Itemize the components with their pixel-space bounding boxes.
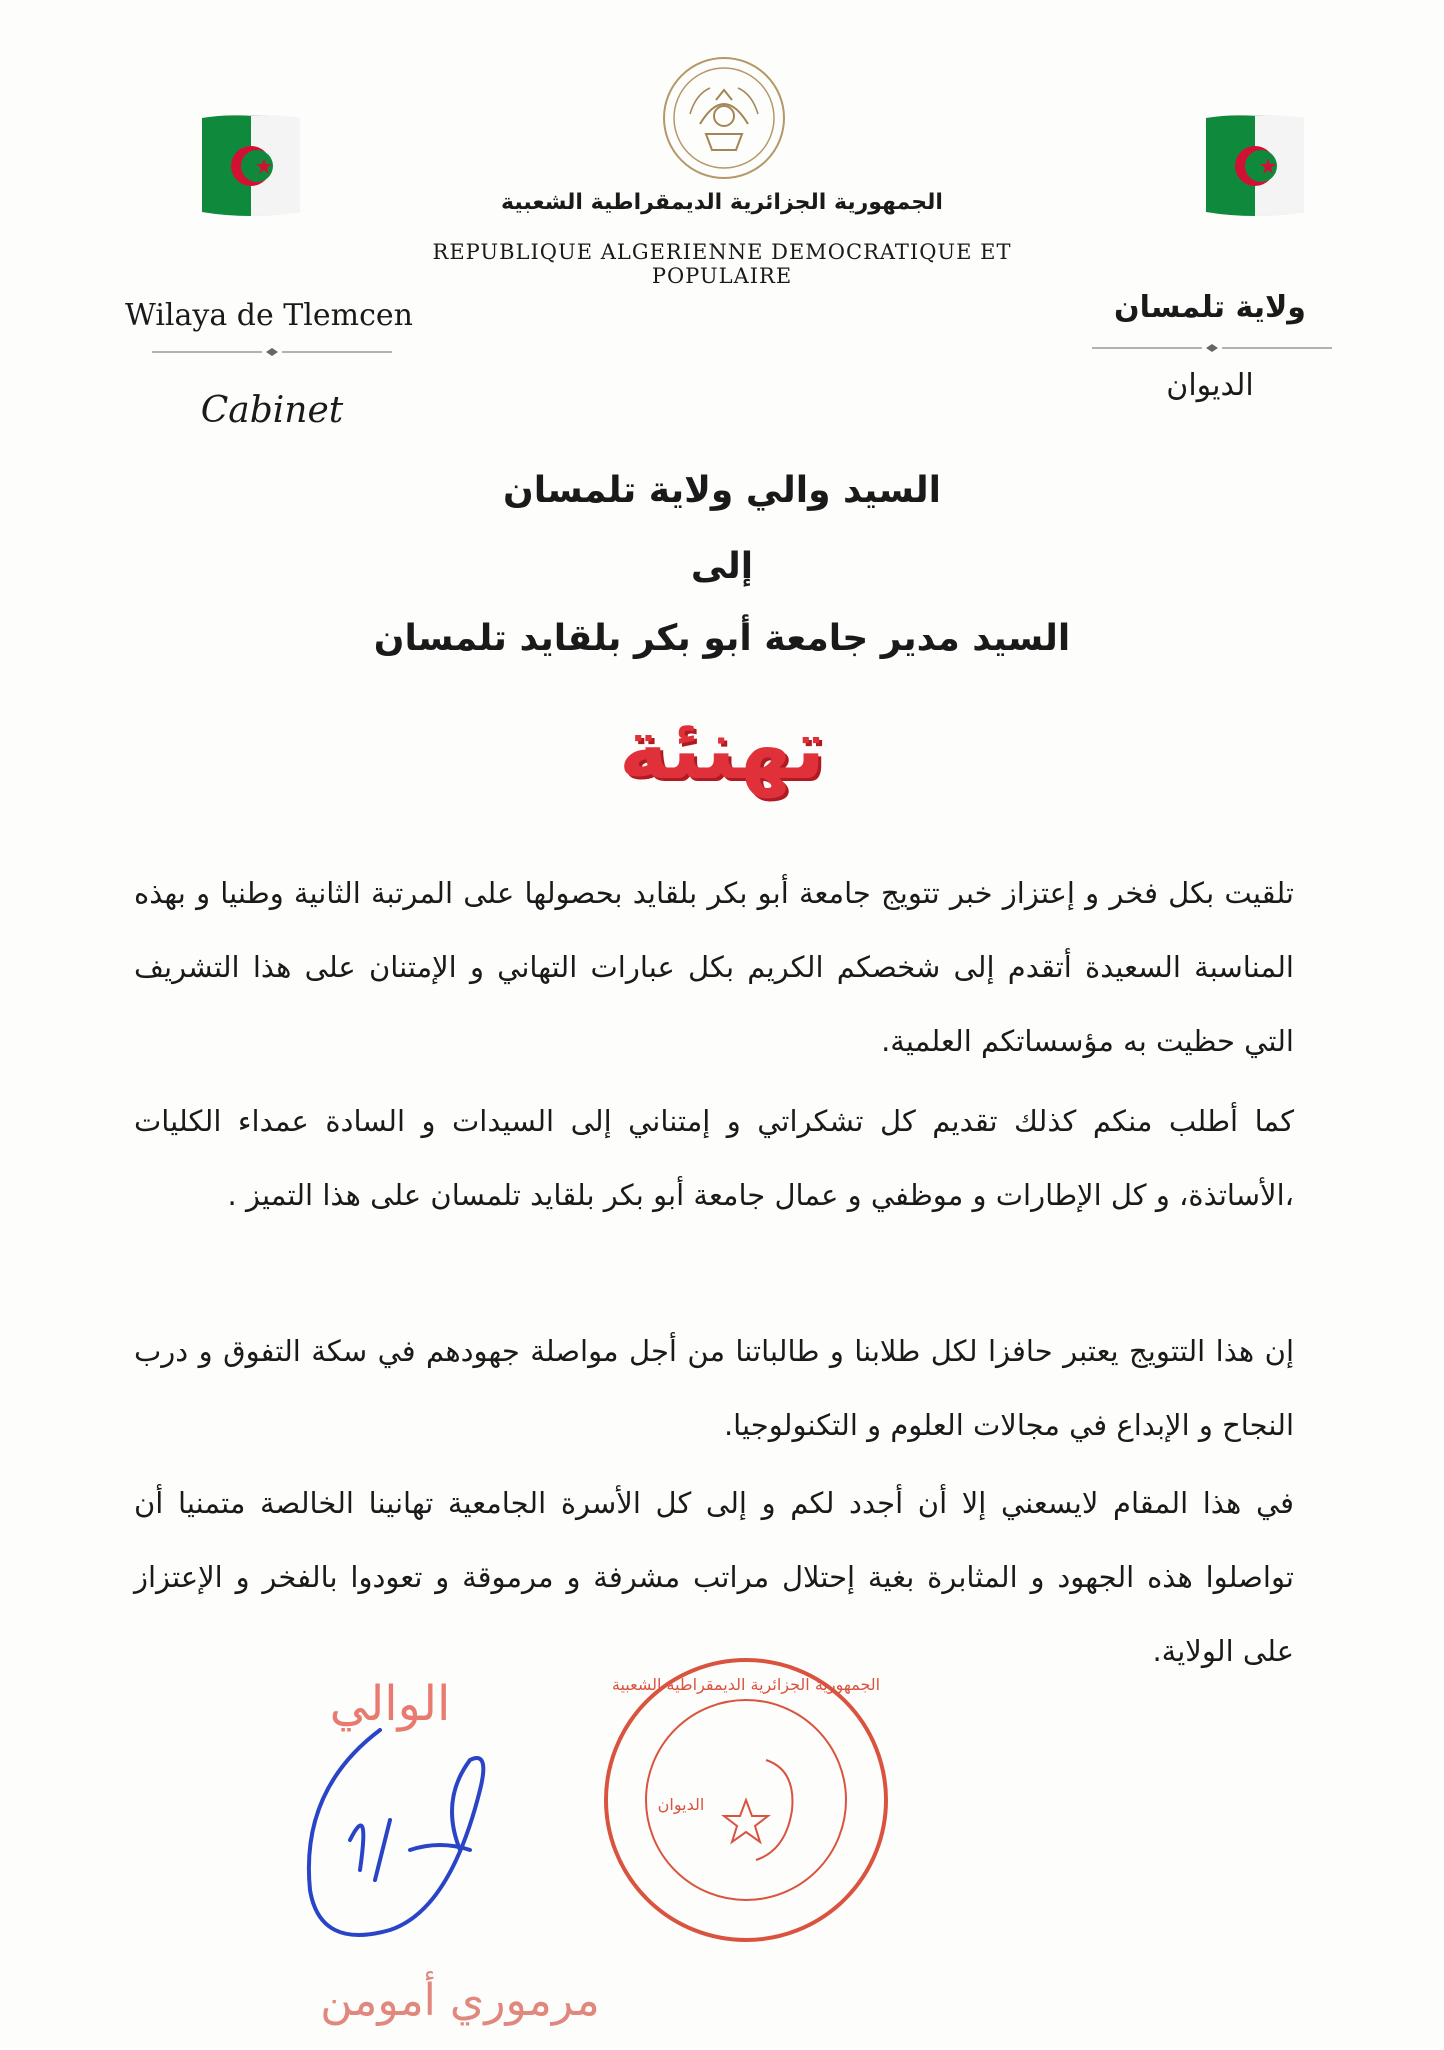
signatory-name: مرموري أمومن [320,1975,600,2026]
algeria-flag-right-icon [1200,112,1310,224]
ornament-divider-left [152,348,392,356]
sender-line: السيد والي ولاية تلمسان [503,470,941,511]
body-paragraph-2: كما أطلب منكم كذلك تقديم كل تشكراتي و إمتناني إلى السيدات و السادة عمداء الكليات ،الأساتذة، و كل الإطارات و موظفي و عمال جامعة أبو بكر بلقايد تلمسان على هذا التميز . [134,1104,1294,1212]
body-paragraph-1: تلقيت بكل فخر و إعتزاز خبر تتويج جامعة أبو بكر بلقايد بحصولها على المرتبة الثانية وطنيا و بهذه المناسبة السعيدة أتقدم إلى شخصكم الكريم بكل عبارات التهاني و الإمتنان على هذا التشريف التي حظيت به مؤسساتكم العلمية. [134,876,1294,1058]
wilaya-name-arabic: ولاية تلمسان [1114,290,1306,325]
stamp-bottom-text: الديوان [657,1795,705,1814]
republic-name-french: REPUBLIQUE ALGERIENNE DEMOCRATIQUE ET POPULAIRE [432,240,1012,288]
body-paragraph-3: إن هذا التتويج يعتبر حافزا لكل طلابنا و طالباتنا من أجل مواصلة جهودهم في سكة التفوق و درب النجاح و الإبداع في مجالات العلوم و التكنولوجيا. [134,1334,1294,1442]
signature-block [220,1650,680,2050]
handwritten-signature-icon [309,1730,483,1935]
recipient-line: السيد مدير جامعة أبو بكر بلقايد تلمسان [373,618,1071,659]
ornament-divider-right [1092,344,1332,352]
national-emblem-icon [660,54,788,182]
signatory-title: الوالي [329,1676,451,1732]
to-word: إلى [690,546,754,587]
algeria-flag-left-icon [196,112,306,224]
cabinet-label-arabic: الديوان [1166,368,1254,403]
cabinet-label-french: Cabinet [200,390,344,431]
republic-name-arabic: الجمهورية الجزائرية الديمقراطية الشعبية [501,190,943,215]
letter-title: تهنئة [618,700,826,798]
body-paragraph-4: في هذا المقام لايسعني إلا أن أجدد لكم و إلى كل الأسرة الجامعية تهانينا الخالصة متمنيا أن تواصلوا هذه الجهود و المثابرة بغية إحتلال مراتب مشرفة و مرموقة و تعودوا بالفخر و الإعتزاز على الولاية. [134,1486,1294,1668]
wilaya-name-french: Wilaya de Tlemcen [125,298,413,333]
stamp-text: الجمهورية الجزائرية الديمقراطية الشعبية [611,1675,881,1694]
